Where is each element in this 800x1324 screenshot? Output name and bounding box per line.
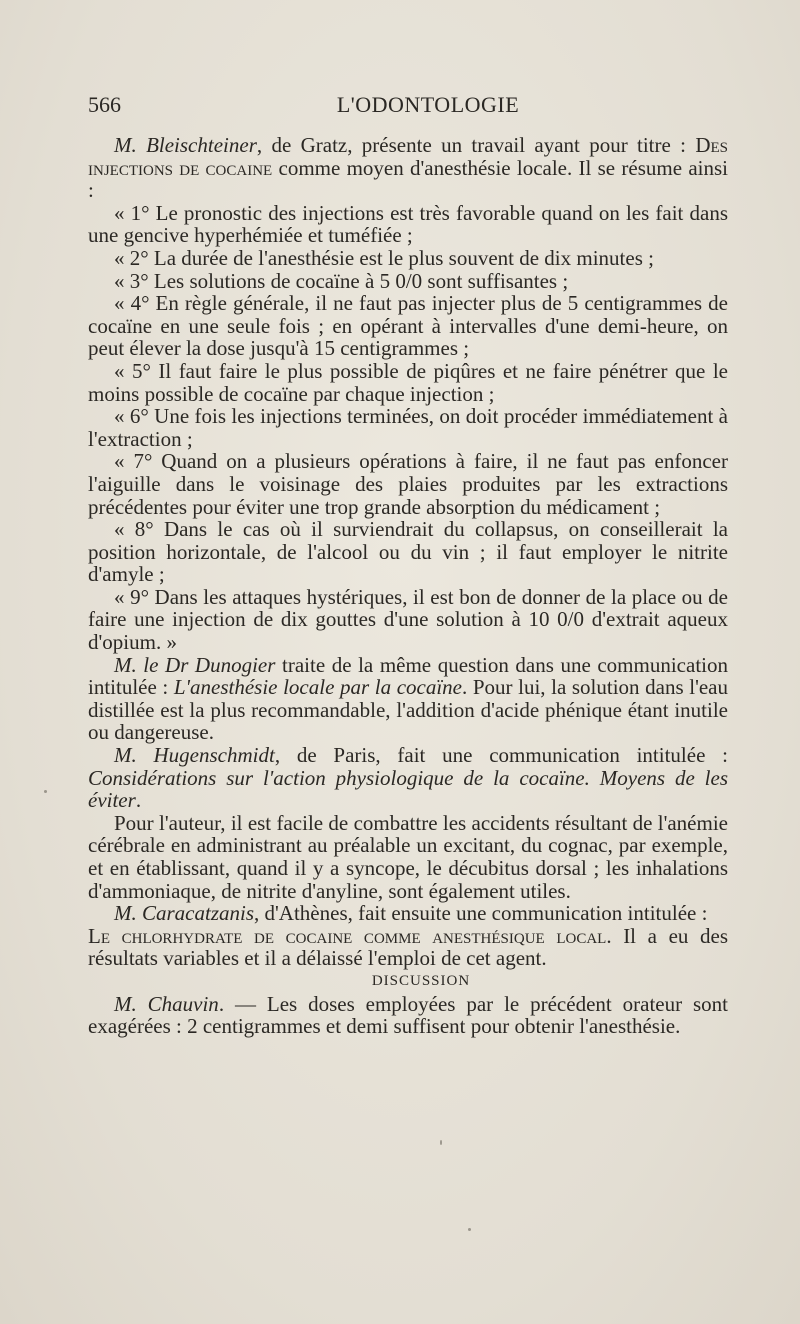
paragraph-text: traite de la même question dans une communication intitulée : bbox=[88, 652, 728, 700]
paragraph-text: . Il a eu des résultats variables et il a délaissé l'emploi de cet agent. bbox=[88, 923, 728, 971]
paragraph-text: . Pour lui, la solution dans l'eau distillée est la plus recommandable, l'addition d'acide phénique étant inutile ou dangereuse. bbox=[88, 675, 728, 745]
paragraph-bleischteiner bbox=[88, 134, 728, 202]
work-title: Des injections de cocaine bbox=[88, 133, 728, 180]
paragraph-text: comme moyen d'anesthésie locale. Il se résume ainsi : bbox=[88, 155, 728, 203]
speaker-name: M. Caracatzanis bbox=[114, 901, 255, 926]
paper-speck bbox=[44, 790, 47, 793]
paragraph-chauvin bbox=[88, 993, 728, 1038]
paper-speck bbox=[440, 1140, 442, 1145]
paragraph-text: , d'Athènes, fait ensuite une communication intitulée : bbox=[254, 901, 708, 926]
list-item: « 2° La durée de l'anesthésie est le plus souvent de dix minutes ; bbox=[114, 245, 654, 270]
work-title: Le chlorhydrate de cocaine comme anesthésique local bbox=[88, 923, 607, 948]
paragraph-hugenschmidt bbox=[88, 744, 728, 812]
list-item: « 3° Les solutions de cocaïne à 5 0/0 sont suffisantes ; bbox=[114, 268, 569, 293]
paragraph-chlorhydrate bbox=[88, 925, 728, 970]
list-item: « 7° Quand on a plusieurs opérations à faire, il ne faut pas enfoncer l'aiguille dans le voisinage des plaies produites par les extractions précédentes pour éviter une trop grande absorption du médicament ; bbox=[88, 449, 728, 519]
list-item: « 1° Le pronostic des injections est très favorable quand on les fait dans une gencive hyperhémiée et tuméfiée ; bbox=[88, 200, 728, 248]
list-item: « 8° Dans le cas où il surviendrait du collapsus, on conseillerait la position horizontale, de l'alcool ou du vin ; il faut employer le nitrite d'amyle ; bbox=[88, 517, 728, 587]
speaker-name: M. Bleischteiner bbox=[114, 133, 257, 157]
paper-speck bbox=[468, 1228, 471, 1231]
list-item: « 6° Une fois les injections terminées, on doit procéder immédiatement à l'extraction ; bbox=[88, 404, 728, 451]
page-number: 566 bbox=[88, 92, 121, 117]
speaker-name: M. le Dr Dunogier bbox=[114, 652, 276, 677]
paragraph-caracatzanis bbox=[88, 902, 728, 925]
list-item: « 9° Dans les attaques hystériques, il est bon de donner de la place ou de faire une injection de dix gouttes d'une solution à 10 0/0 d'extrait aqueux d'opium. » bbox=[88, 584, 728, 655]
running-title: L'ODONTOLOGIE bbox=[336, 92, 520, 117]
paragraph-text: . — Les doses employées par le précédent orateur sont exagérées : 2 centigrammes et demi suffisent pour obtenir l'anesthésie. bbox=[88, 991, 729, 1039]
paragraph-text: . bbox=[135, 788, 142, 813]
paragraph-dunogier bbox=[88, 654, 728, 744]
paragraph-text: , de Gratz, présente un travail ayant pour titre : bbox=[256, 133, 696, 157]
work-title: L'anesthésie locale par la cocaïne bbox=[173, 675, 462, 700]
paragraph-text: , de Paris, fait une communication intitulée : bbox=[274, 743, 728, 768]
paragraph-author: Pour l'auteur, il est facile de combattre les accidents résultant de l'anémie cérébrale en administrant au préalable un excitant, du cognac, par exemple, et en établissant, quand il y a syncope, le décubitus dorsal ; les inhalations d'ammoniaque, de nitrite d'anyline, sont également utiles. bbox=[88, 810, 728, 903]
speaker-name: M. Chauvin bbox=[114, 991, 219, 1016]
running-head bbox=[88, 92, 728, 122]
speaker-name: M. Hugenschmidt bbox=[114, 743, 275, 768]
article-body bbox=[88, 134, 728, 1038]
work-title: Considérations sur l'action physiologique de la cocaïne. Moyens de les éviter bbox=[88, 765, 728, 813]
list-item: « 5° Il faut faire le plus possible de piqûres et ne faire pénétrer que le moins possible de cocaïne par chaque injection ; bbox=[88, 358, 728, 406]
list-item: « 4° En règle générale, il ne faut pas injecter plus de 5 centigrammes de cocaïne en une seule fois ; en opérant à intervalles d'une demi-heure, on peut élever la dose jusqu'à 15 centigrammes ; bbox=[88, 291, 728, 361]
section-heading: DISCUSSION bbox=[371, 972, 471, 989]
